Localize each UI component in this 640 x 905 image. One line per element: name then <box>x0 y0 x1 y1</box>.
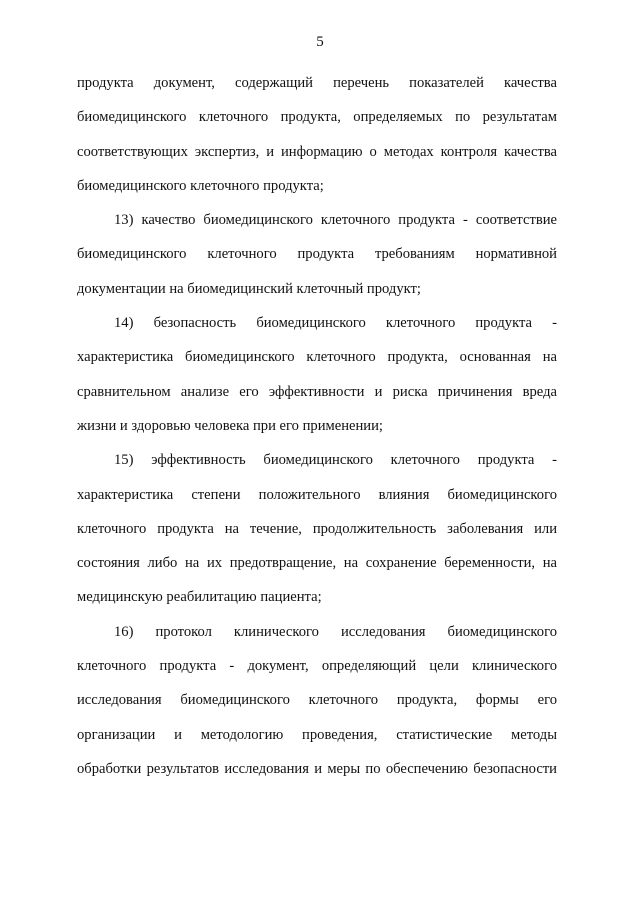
definition-14-line-3: сравнительном анализе его эффективности и риска причинения вреда <box>77 383 557 400</box>
paragraph-1-line-2: биомедицинского клеточного продукта, определяемых по результатам <box>77 109 557 126</box>
definition-13-line-3: документации на биомедицинский клеточный продукт; <box>77 280 421 297</box>
definition-15-line-4: состояния либо на их предотвращение, на сохранение беременности, на <box>77 555 557 572</box>
document-body <box>77 66 557 786</box>
definition-13-line-1: 13) качество биомедицинского клеточного продукта - соответствие <box>114 212 557 229</box>
definition-16-line-5: обработки результатов исследования и меры по обеспечению безопасности <box>77 760 557 777</box>
definition-16-line-4: организации и методологию проведения, статистические методы <box>77 726 557 743</box>
definition-14-line-4: жизни и здоровью человека при его применении; <box>77 417 383 434</box>
definition-14-line-1: 14) безопасность биомедицинского клеточного продукта - <box>114 315 557 332</box>
paragraph-1-line-3: соответствующих экспертиз, и информацию о методах контроля качества <box>77 143 557 160</box>
paragraph-1-line-1: продукта документ, содержащий перечень показателей качества <box>77 75 557 91</box>
definition-13-line-2: биомедицинского клеточного продукта требованиям нормативной <box>77 246 557 263</box>
definition-15-line-2: характеристика степени положительного влияния биомедицинского <box>77 486 557 503</box>
paragraph-1-line-4: биомедицинского клеточного продукта; <box>77 177 324 194</box>
definition-15-line-5: медицинскую реабилитацию пациента; <box>77 589 322 606</box>
definition-16-line-2: клеточного продукта - документ, определяющий цели клинического <box>77 658 557 675</box>
definition-14-line-2: характеристика биомедицинского клеточного продукта, основанная на <box>77 349 557 366</box>
definition-15-line-3: клеточного продукта на течение, продолжительность заболевания или <box>77 520 557 537</box>
definition-16-line-3: исследования биомедицинского клеточного продукта, формы его <box>77 692 557 709</box>
page-number: 5 <box>316 34 324 50</box>
definition-16-line-1: 16) протокол клинического исследования биомедицинского <box>114 623 557 640</box>
definition-15-line-1: 15) эффективность биомедицинского клеточного продукта - <box>114 452 557 469</box>
